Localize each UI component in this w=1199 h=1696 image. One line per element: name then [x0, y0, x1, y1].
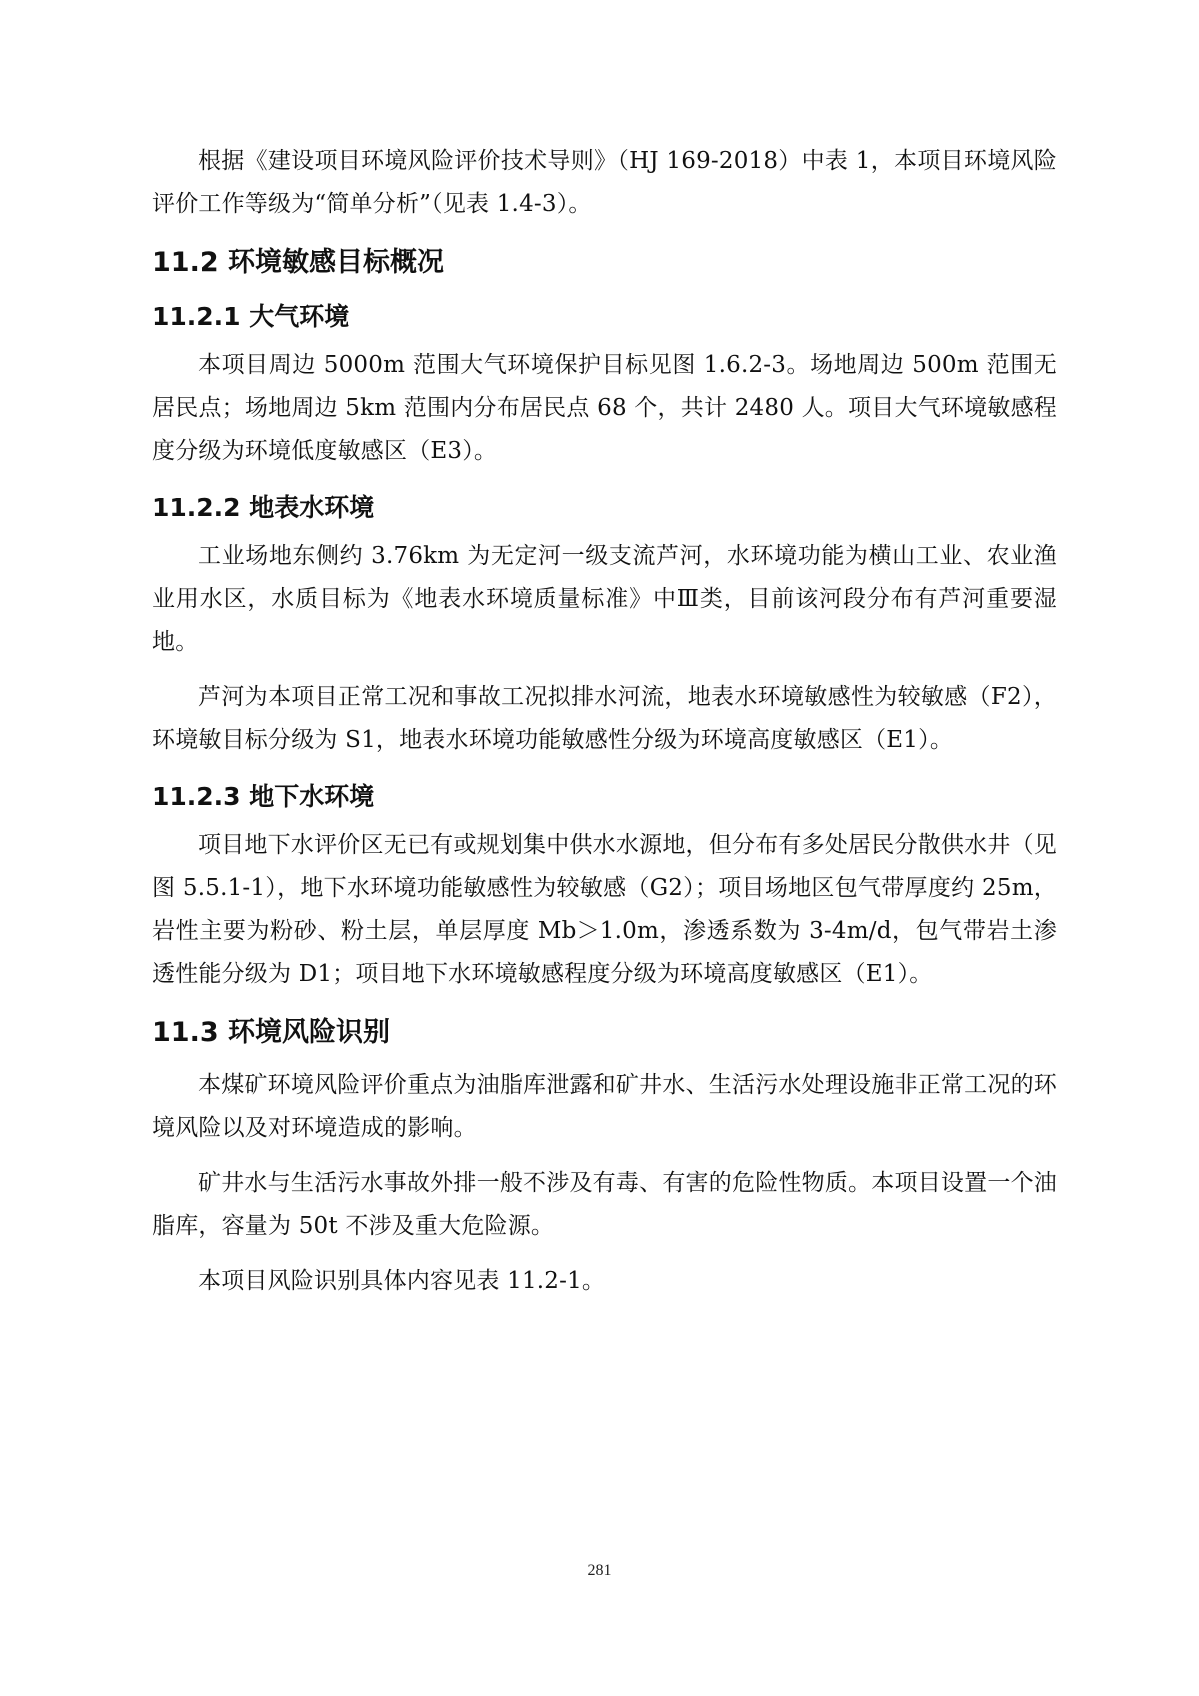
paragraph-surface-water-1: 工业场地东侧约 3.76km 为无定河一级支流芦河，水环境功能为横山工业、农业渔业用水区，水质目标为《地表水环境质量标准》中Ⅲ类，目前该河段分布有芦河重要湿地。 [152, 543, 1057, 655]
paragraph-surface-water-2: 芦河为本项目正常工况和事故工况拟排水河流，地表水环境敏感性为较敏感（F2），环境敏目标分级为 S1，地表水环境功能敏感性分级为环境高度敏感区（E1）。 [152, 684, 1057, 753]
paragraph-groundwater: 项目地下水评价区无已有或规划集中供水水源地，但分布有多处居民分散供水井（见图 5.5.1-1），地下水环境功能敏感性为较敏感（G2）；项目场地区包气带厚度约 25m，岩性主要为粉砂、粉土层，单层厚度 Mb＞1.0m，渗透系数为 3-4m/d，包气带岩土渗透性能分级为 D1；项目地下水环境敏感程度分级为环境高度敏感区（E1）。 [152, 832, 1057, 987]
heading-11-3: 11.3 环境风险识别 [152, 1017, 391, 1048]
heading-11-2-3: 11.2.3 地下水环境 [152, 782, 375, 811]
paragraph-risk-level: 根据《建设项目环境风险评价技术导则》（HJ 169-2018）中表 1，本项目环境风险评价工作等级为“简单分析”（见表 1.4-3）。 [152, 148, 1057, 217]
heading-11-2-2: 11.2.2 地表水环境 [152, 493, 375, 522]
paragraph-table-reference: 本项目风险识别具体内容见表 11.2-1。 [198, 1268, 606, 1294]
paragraph-atmosphere: 本项目周边 5000m 范围大气环境保护目标见图 1.6.2-3。场地周边 500m 范围无居民点；场地周边 5km 范围内分布居民点 68 个，共计 2480 人。项目大气环境敏感程度分级为环境低度敏感区（E3）。 [152, 352, 1057, 464]
heading-11-2: 11.2 环境敏感目标概况 [152, 247, 445, 278]
page-content [152, 140, 1057, 1315]
page-number: 281 [587, 1562, 612, 1579]
paragraph-risk-focus: 本煤矿环境风险评价重点为油脂库泄露和矿井水、生活污水处理设施非正常工况的环境风险以及对环境造成的影响。 [152, 1072, 1057, 1141]
heading-11-2-1: 11.2.1 大气环境 [152, 302, 350, 331]
paragraph-hazard-materials: 矿井水与生活污水事故外排一般不涉及有毒、有害的危险性物质。本项目设置一个油脂库，容量为 50t 不涉及重大危险源。 [152, 1170, 1057, 1239]
